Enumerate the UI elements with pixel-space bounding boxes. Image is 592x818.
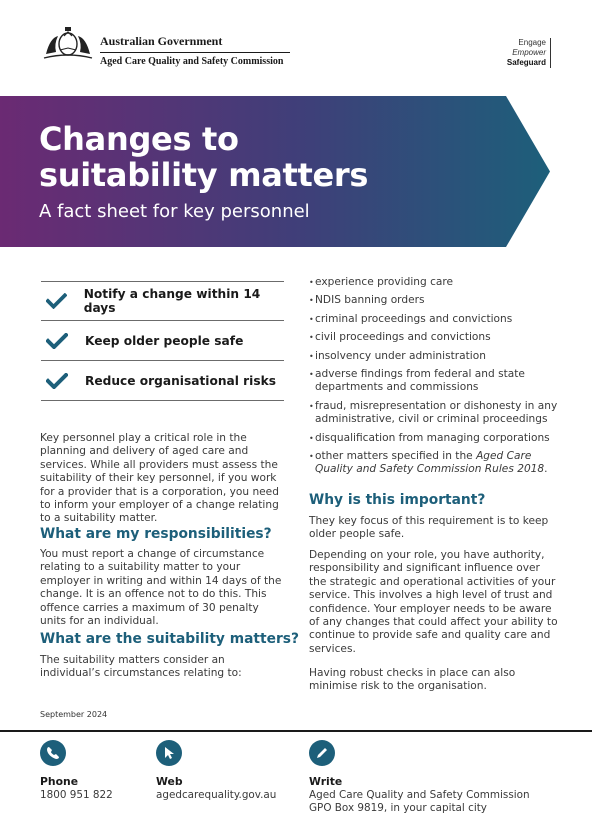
list-item-text: other matters specified in the — [315, 450, 477, 463]
responsibilities-paragraph: You must report a change of circumstance relating to a suitability matter to your employer in writing and within 14 days of the change. It is an offence not to do this. This offence carries a maximum of 30 penalty units for an individual. — [40, 548, 282, 628]
list-item: • adverse findings from federal and state departments and commissions — [309, 368, 559, 395]
key-point-label: Reduce organisational risks — [85, 373, 276, 388]
tagline-engage: Engage — [518, 38, 546, 47]
checkmark-icon — [46, 333, 68, 349]
write-contact — [309, 740, 530, 816]
phone-number[interactable]: 1800 951 822 — [40, 789, 113, 801]
web-link[interactable]: agedcarequality.gov.au — [156, 789, 277, 801]
why-paragraph-3: Having robust checks in place can also minimise risk to the organisation. — [309, 667, 516, 693]
tagline-safeguard: Safeguard — [506, 58, 546, 67]
why-heading: Why is this important? — [309, 492, 486, 508]
page-title — [39, 121, 368, 193]
web-label: Web — [156, 775, 183, 788]
suitability-paragraph: The suitability matters consider an individual’s circumstances relating to: — [40, 654, 242, 680]
rules-reference: Aged Care Quality and Safety Commission Rules 2018 — [315, 450, 545, 476]
coat-of-arms-icon — [40, 24, 96, 60]
suitability-matters-list — [309, 276, 559, 482]
key-point — [41, 361, 284, 401]
key-point-label: Notify a change within 14 days — [83, 287, 261, 315]
key-point — [41, 321, 284, 361]
tagline — [507, 38, 551, 68]
page-subtitle: A fact sheet for key personnel — [39, 201, 310, 222]
key-point — [41, 281, 284, 321]
intro-paragraph: Key personnel play a critical role in the planning and delivery of aged care and services. While all providers must assess the suitability of their key personnel, if you work for a provider that is a corporation, you need to inform your employer of a change relating to a suitability matter. — [40, 432, 279, 525]
key-points — [41, 281, 284, 401]
list-item: • NDIS banning orders — [309, 294, 559, 307]
list-item: • insolvency under administration — [309, 350, 559, 363]
list-item: • disqualification from managing corporations — [309, 432, 559, 445]
phone-icon — [40, 740, 66, 766]
title-line-2: suitability matters — [39, 156, 369, 194]
list-item: • criminal proceedings and convictions — [309, 313, 559, 326]
commission-name: Aged Care Quality and Safety Commission — [100, 56, 284, 67]
list-item: • civil proceedings and convictions — [309, 331, 559, 344]
list-item: • fraud, misrepresentation or dishonesty in any administrative, civil or criminal proceedings — [309, 400, 559, 427]
list-item-suffix: . — [544, 463, 548, 476]
postal-address-line-2: GPO Box 9819, in your capital city — [309, 802, 487, 815]
list-item — [309, 450, 559, 477]
postal-address-line-1: Aged Care Quality and Safety Commission — [309, 789, 530, 801]
pen-icon — [309, 740, 335, 766]
cursor-icon — [156, 740, 182, 766]
phone-contact — [40, 740, 113, 802]
tagline-empower: Empower — [512, 48, 546, 57]
phone-label: Phone — [40, 775, 79, 788]
list-item: • experience providing care — [309, 276, 559, 289]
why-paragraph-2: Depending on your role, you have authority, responsibility and significant influence over the strategic and operational activities of your service. This involves a high level of trust and confidence. Your employer needs to be aware of any changes that could affect your ability to continue to provide safe and quality care and services. — [309, 549, 558, 655]
key-point-label: Keep older people safe — [85, 333, 244, 348]
responsibilities-heading: What are my responsibilities? — [40, 526, 272, 542]
publication-date: September 2024 — [40, 710, 108, 719]
write-label: Write — [309, 775, 343, 788]
government-name: Australian Government — [100, 34, 290, 53]
checkmark-icon — [46, 293, 67, 309]
suitability-heading: What are the suitability matters? — [40, 631, 299, 647]
why-paragraph-1: They key focus of this requirement is to keep older people safe. — [309, 515, 549, 541]
title-line-1: Changes to — [39, 120, 239, 158]
government-header — [40, 24, 290, 67]
web-contact — [156, 740, 276, 802]
contact-footer — [0, 730, 592, 818]
checkmark-icon — [46, 373, 68, 389]
